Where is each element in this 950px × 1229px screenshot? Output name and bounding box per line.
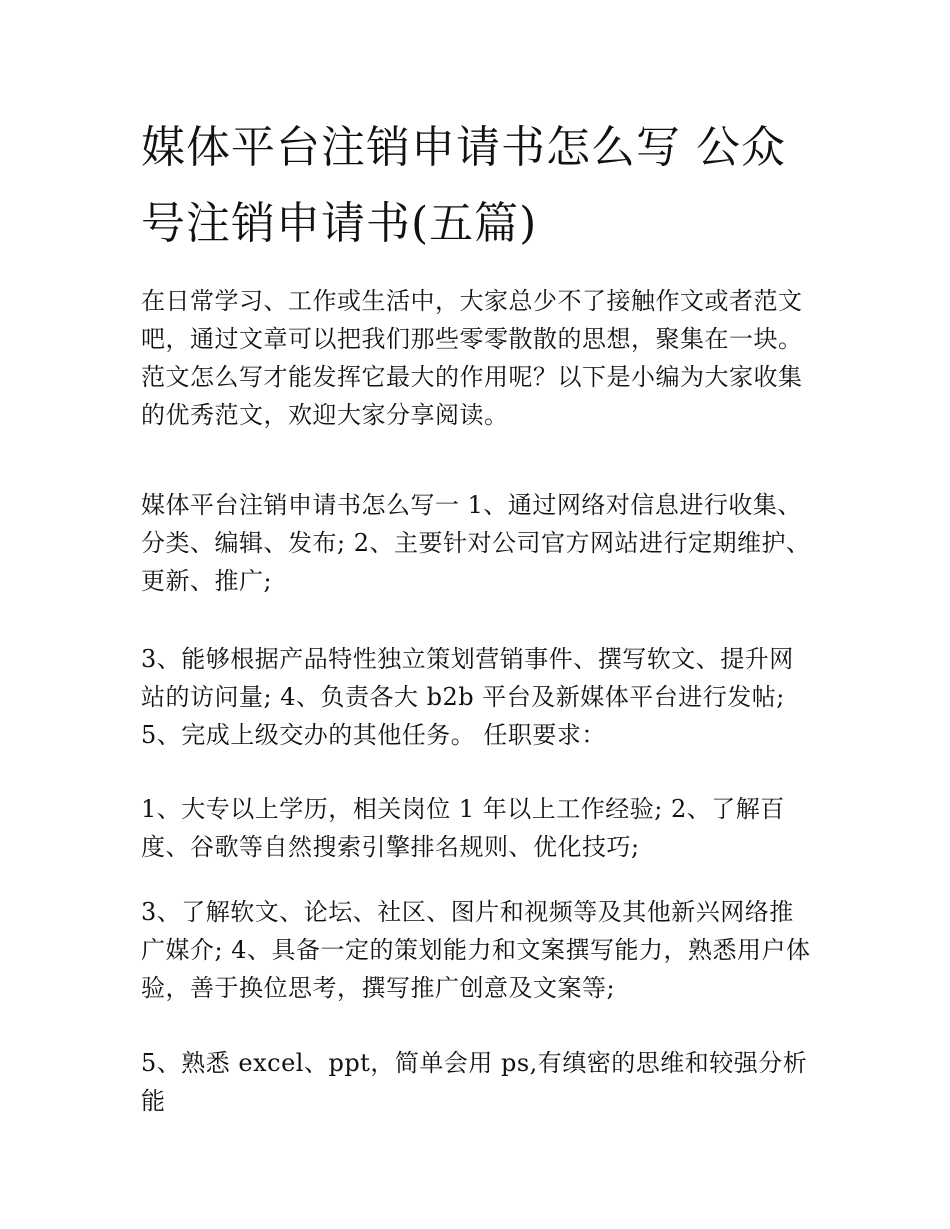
paragraph-duties-1: 媒体平台注销申请书怎么写一 1、通过网络对信息进行收集、分类、编辑、发布; 2、主要针对公司官方网站进行定期维护、更新、推广; bbox=[141, 491, 811, 595]
paragraph-intro: 在日常学习、工作或生活中，大家总少不了接触作文或者范文吧，通过文章可以把我们那些零零散散的思想，聚集在一块。范文怎么写才能发挥它最大的作用呢？以下是小编为大家收集的优秀范文，欢迎大家分享阅读。 bbox=[141, 287, 803, 429]
paragraph-requirements-3: 5、熟悉 excel、ppt，简单会用 ps,有缜密的思维和较强分析能 bbox=[141, 1049, 808, 1115]
paragraph-requirements-2: 3、了解软文、论坛、社区、图片和视频等及其他新兴网络推广媒介; 4、具备一定的策划能力和文案撰写能力，熟悉用户体验，善于换位思考，撰写推广创意及文案等; bbox=[141, 898, 811, 1002]
paragraph-duties-2: 3、能够根据产品特性独立策划营销事件、撰写软文、提升网站的访问量; 4、负责各大 b2b 平台及新媒体平台进行发帖; 5、完成上级交办的其他任务。 任职要求： bbox=[141, 645, 794, 749]
paragraph-requirements-1: 1、大专以上学历，相关岗位 1 年以上工作经验; 2、了解百度、谷歌等自然搜索引擎排名规则、优化技巧; bbox=[141, 795, 785, 861]
document-title: 媒体平台注销申请书怎么写 公众号注销申请书(五篇) bbox=[141, 122, 786, 249]
